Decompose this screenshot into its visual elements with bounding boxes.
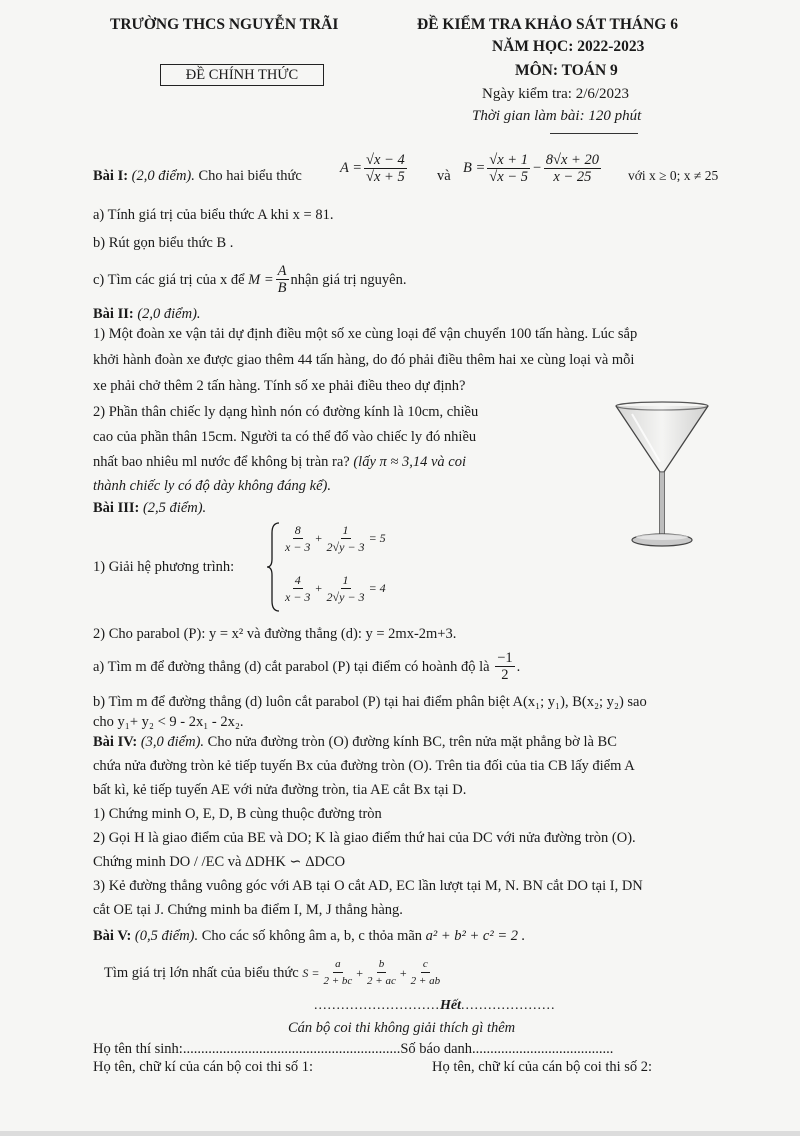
expr-B bbox=[463, 152, 603, 185]
bai3-a-frac bbox=[495, 650, 514, 683]
bai1-a: a) Tính giá trị của biểu thức A khi x = 81. bbox=[93, 207, 334, 223]
bai3-p2: 2) Cho parabol (P): y = x² và đường thẳng (d): y = 2mx-2m+3. bbox=[93, 626, 457, 642]
expr-B-frac2 bbox=[544, 152, 601, 185]
bai1-c-frac bbox=[276, 263, 289, 296]
bai1-b: b) Rút gọn biểu thức B . bbox=[93, 235, 234, 251]
student-name-label: Họ tên thí sinh: bbox=[93, 1041, 183, 1057]
expr-A-lhs: A = bbox=[340, 160, 363, 176]
bai5-plus1: + bbox=[356, 965, 364, 980]
bai2-p2-line2: cao của phần thân 15cm. Người ta có thể đổ vào chiếc ly đó nhiều bbox=[93, 429, 477, 445]
bai3-a bbox=[93, 650, 520, 683]
bai2-p2-line3a: nhất bao nhiêu ml nước để không bị tràn ra? bbox=[93, 454, 350, 470]
bai1-points: (2,0 điểm). bbox=[131, 168, 195, 184]
bai5-task bbox=[104, 956, 444, 989]
bai2-p2-line3b: (lấy π ≈ 3,14 và coi bbox=[353, 454, 467, 470]
student-name-line: Họ tên thí sinh:............................................................Số báo danh....................................... bbox=[93, 1041, 614, 1057]
bai5-condition: a² + b² + c² = 2 . bbox=[425, 928, 526, 944]
expr-A-frac bbox=[364, 152, 407, 185]
bai3-b-line2: cho y₁+ y₂ < 9 - 2x₁ - 2x₂. bbox=[93, 714, 244, 730]
bai1-c-pre: c) Tìm các giá trị của x để bbox=[93, 271, 245, 288]
bai5-f1-num: a bbox=[333, 956, 343, 973]
bai2-label: Bài II: bbox=[93, 306, 134, 322]
bai4-p2-line2: Chứng minh DO / /EC và ΔDHK ∽ ΔDCO bbox=[93, 854, 346, 870]
bai5-frac3 bbox=[409, 956, 442, 989]
eq2-b-den: 2√y − 3 bbox=[326, 590, 365, 604]
bai4-p3-line1: 3) Kẻ đường thẳng vuông góc với AB tại O cắt AD, EC lần lượt tại M, N. BN cắt DO tại I, DN bbox=[93, 878, 643, 894]
eq1-frac-b bbox=[325, 522, 367, 555]
eq2-frac-a bbox=[283, 572, 312, 605]
bai4-p3-line2: cắt OE tại J. Chứng minh ba điểm I, M, J thẳng hàng. bbox=[93, 902, 403, 918]
exam-no-label: Số báo danh bbox=[400, 1041, 473, 1057]
bai5-heading bbox=[93, 926, 525, 946]
system-brace-icon bbox=[266, 521, 280, 613]
bai5-points: (0,5 điểm). bbox=[134, 928, 199, 944]
expr-A-num: √x − 4 bbox=[366, 152, 405, 168]
expr-B-minus: − bbox=[531, 160, 542, 176]
bai1-c-den: B bbox=[277, 280, 287, 296]
exam-title: ĐỀ KIỂM TRA KHẢO SÁT THÁNG 6 bbox=[417, 16, 678, 33]
bai4-intro-line1: Cho nửa đường tròn (O) đường kính BC, trên nửa mặt phẳng bờ là BC bbox=[207, 734, 617, 750]
expr-B-lhs: B = bbox=[463, 160, 486, 176]
bai1-label: Bài I: bbox=[93, 168, 129, 184]
system-eq1 bbox=[281, 522, 386, 555]
bai5-frac1 bbox=[321, 956, 354, 989]
bai3-a-post: . bbox=[516, 658, 521, 675]
eq1-b-num: 1 bbox=[342, 523, 349, 537]
expr-B-den2: x − 25 bbox=[553, 169, 592, 185]
end-text: Hết bbox=[440, 998, 461, 1013]
bai1-heading bbox=[93, 162, 302, 190]
eq2-frac-b bbox=[325, 572, 367, 605]
bai3-a-den: 2 bbox=[501, 667, 509, 683]
official-badge: ĐỀ CHÍNH THỨC bbox=[160, 64, 324, 86]
expr-B-frac1 bbox=[487, 152, 530, 185]
bai4-intro-line3: bất kì, kẻ tiếp tuyến AE với nửa đường tròn, tia AE cắt Bx tại D. bbox=[93, 782, 467, 798]
expr-B-num1: √x + 1 bbox=[489, 152, 528, 168]
eq1-rhs: = 5 bbox=[368, 531, 386, 545]
eq1-plus: + bbox=[314, 531, 323, 545]
expr-B-den1: √x − 5 bbox=[489, 169, 528, 185]
bai1-intro: Cho hai biểu thức bbox=[198, 168, 302, 184]
exam-date: Ngày kiểm tra: 2/6/2023 bbox=[482, 86, 630, 102]
bai3-b-line1: b) Tìm m để đường thẳng (d) luôn cắt parabol (P) tại hai điểm phân biệt A(x₁; y₁), B(x₂; y₂) sao bbox=[93, 694, 647, 710]
eq1-a-den: x − 3 bbox=[285, 540, 311, 554]
bai4-p1: 1) Chứng minh O, E, D, B cùng thuộc đường tròn bbox=[93, 806, 382, 822]
eq2-rhs: = 4 bbox=[368, 581, 386, 595]
eq2-b-num: 1 bbox=[342, 573, 349, 587]
bai5-f2-num: b bbox=[377, 956, 387, 973]
bai5-frac2 bbox=[365, 956, 398, 989]
bai3-points: (2,5 điểm). bbox=[142, 500, 207, 516]
bai4-p2-line1: 2) Gọi H là giao điểm của BE và DO; K là giao điểm thứ hai của DC với nửa đường tròn (O). bbox=[93, 830, 636, 846]
bai2-p1-line3: xe phải chở thêm 2 tấn hàng. Tính số xe phải điều theo dự định? bbox=[93, 378, 466, 394]
exam-duration: Thời gian làm bài: 120 phút bbox=[472, 108, 642, 124]
expr-B-num2: 8√x + 20 bbox=[545, 152, 599, 168]
bai4-heading bbox=[93, 732, 617, 752]
system-eq2 bbox=[281, 572, 386, 605]
eq1-frac-a bbox=[283, 522, 312, 555]
bai5-f1-den: 2 + bc bbox=[323, 975, 353, 987]
eq2-a-num: 4 bbox=[294, 573, 301, 587]
bai3-a-num: −1 bbox=[497, 650, 513, 666]
bai4-points: (3,0 điểm). bbox=[140, 734, 205, 750]
footer-note: Cán bộ coi thi không giải thích gì thêm bbox=[288, 1020, 516, 1036]
bai2-p1-line1: 1) Một đoàn xe vận tải dự định điều một số xe cùng loại để vận chuyển 100 tấn hàng. Lúc sắp bbox=[93, 326, 638, 342]
bai1-c-M: M = bbox=[248, 271, 274, 288]
bai3-heading bbox=[93, 498, 206, 518]
page-bottom-edge bbox=[0, 1131, 800, 1136]
proctor2-label: Họ tên, chữ kí của cán bộ coi thi số 2: bbox=[432, 1059, 653, 1075]
bai2-heading bbox=[93, 304, 201, 324]
bai1-condition: với x ≥ 0; x ≠ 25 bbox=[628, 168, 719, 183]
bai5-label: Bài V: bbox=[93, 928, 132, 944]
martini-glass-image bbox=[612, 400, 712, 550]
bai5-f3-den: 2 + ab bbox=[410, 975, 441, 987]
bai2-p2-line4: thành chiếc ly có độ dày không đáng kể). bbox=[93, 478, 331, 494]
bai5-plus2: + bbox=[399, 965, 407, 980]
school-year: NĂM HỌC: 2022-2023 bbox=[492, 38, 645, 55]
bai5-f3-num: c bbox=[421, 956, 430, 973]
bai2-p1-line2: khởi hành đoàn xe được giao thêm 44 tấn hàng, do đó phải điều thêm hai xe cùng loại và mỗi bbox=[93, 352, 635, 368]
bai1-c bbox=[93, 263, 406, 296]
bai5-f2-den: 2 + ac bbox=[367, 975, 396, 987]
bai1-c-post: nhận giá trị nguyên. bbox=[290, 271, 407, 288]
proctor1-label: Họ tên, chữ kí của cán bộ coi thi số 1: bbox=[93, 1059, 314, 1075]
expr-A bbox=[340, 152, 409, 185]
eq2-plus: + bbox=[314, 581, 323, 595]
bai3-p1: 1) Giải hệ phương trình: bbox=[93, 559, 235, 575]
school-name: TRƯỜNG THCS NGUYỄN TRÃI bbox=[110, 16, 339, 33]
bai5-intro: Cho các số không âm a, b, c thỏa mãn bbox=[201, 928, 423, 944]
bai2-p2-line3 bbox=[93, 452, 466, 472]
eq1-a-num: 8 bbox=[294, 523, 301, 537]
bai2-points: (2,0 điểm). bbox=[137, 306, 201, 322]
bai3-a-pre: a) Tìm m để đường thẳng (d) cắt parabol (P) tại điểm có hoành độ là bbox=[93, 658, 490, 675]
bai1-conj: và bbox=[437, 168, 451, 184]
bai4-label: Bài IV: bbox=[93, 734, 138, 750]
end-marker: ............................Hết..................... bbox=[314, 998, 556, 1013]
subject: MÔN: TOÁN 9 bbox=[515, 62, 618, 79]
bai5-task-text: Tìm giá trị lớn nhất của biểu thức bbox=[104, 964, 299, 981]
bai5-s-lhs: S = bbox=[302, 965, 320, 980]
eq2-a-den: x − 3 bbox=[285, 590, 311, 604]
bai1-c-num: A bbox=[277, 263, 287, 279]
eq1-b-den: 2√y − 3 bbox=[326, 540, 365, 554]
bai2-p2-line1: 2) Phần thân chiếc ly dạng hình nón có đường kính là 10cm, chiều bbox=[93, 404, 479, 420]
bai3-label: Bài III: bbox=[93, 500, 140, 516]
expr-A-den: √x + 5 bbox=[366, 169, 405, 185]
bai4-intro-line2: chứa nửa đường tròn kẻ tiếp tuyến Bx của đường tròn (O). Trên tia đối của tia CB lấy điểm A bbox=[93, 758, 635, 774]
header-divider bbox=[550, 133, 638, 134]
